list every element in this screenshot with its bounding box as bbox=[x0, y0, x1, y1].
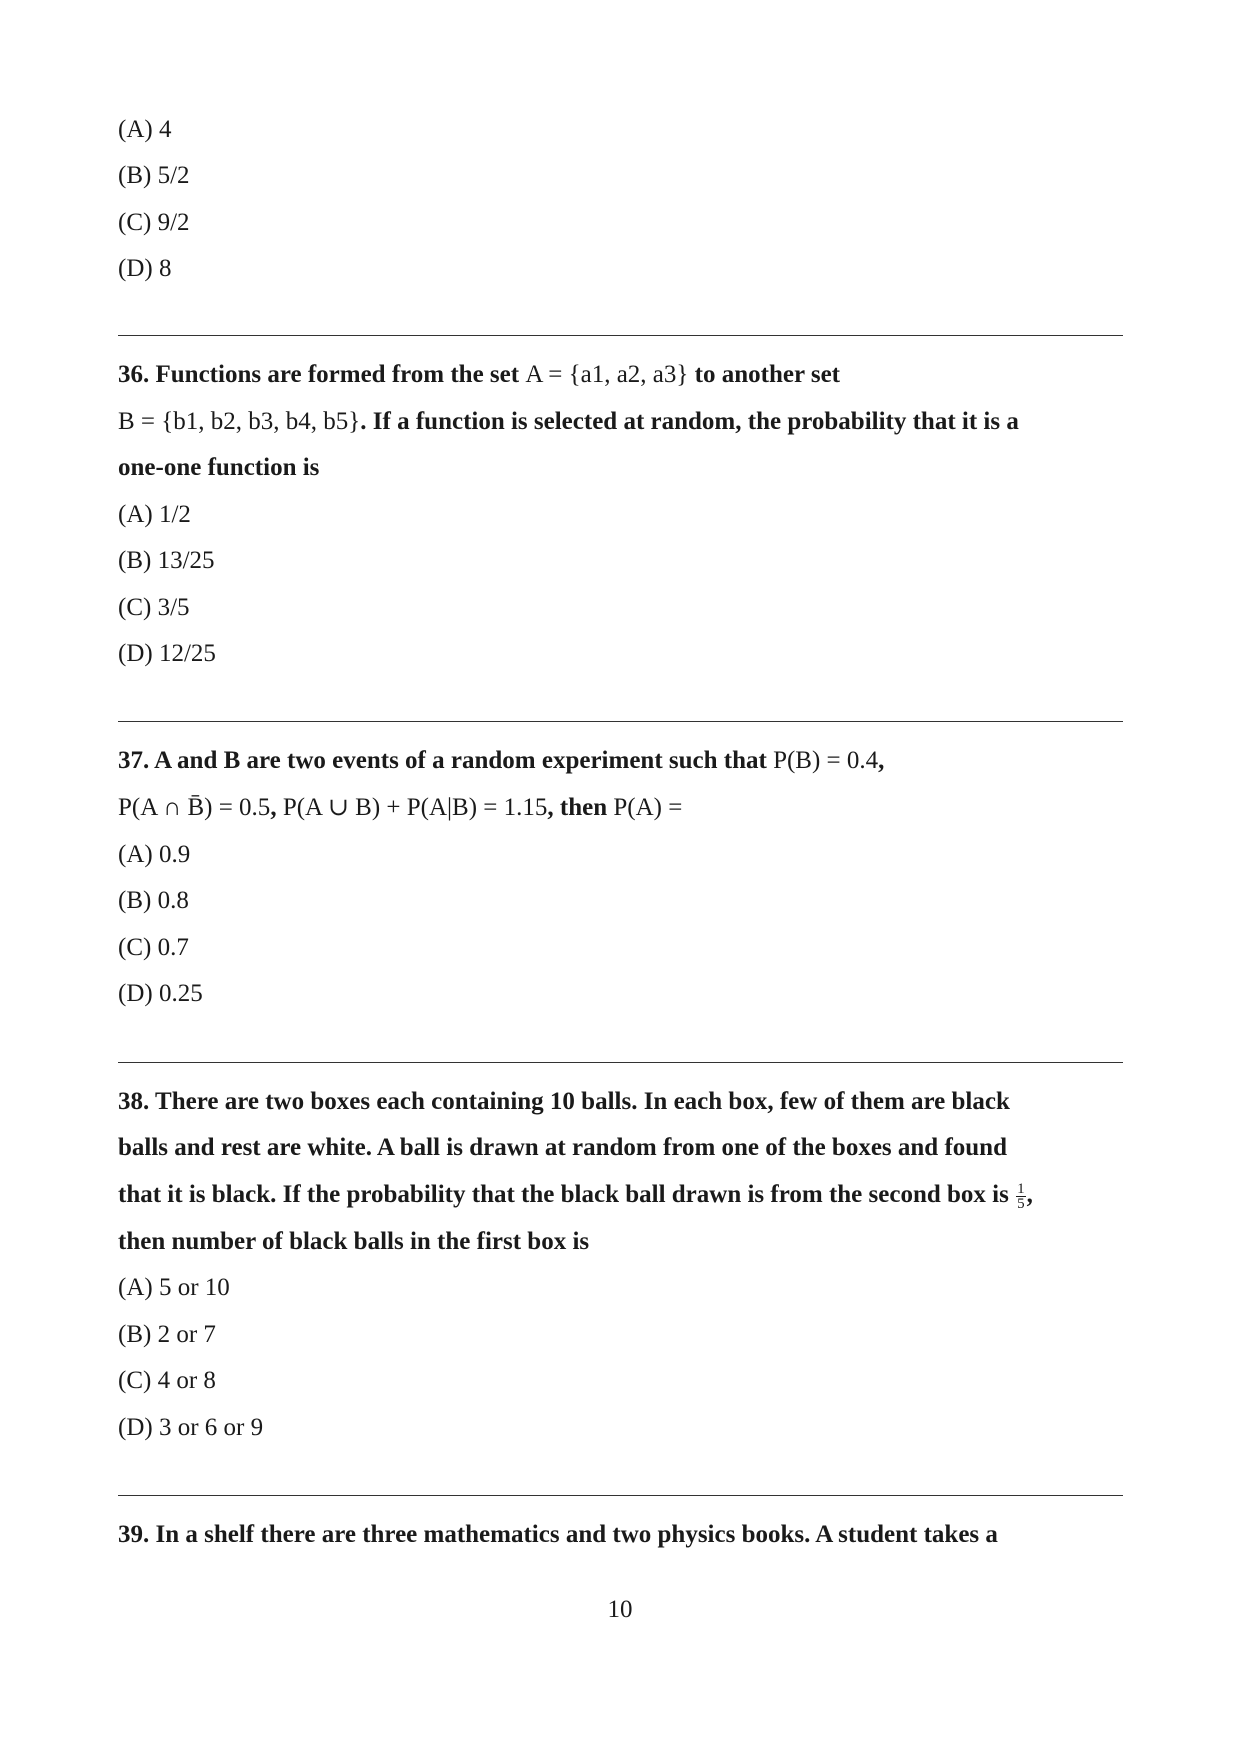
probability-expression: P(A ∪ B) + P(A|B) = 1.15 bbox=[282, 794, 548, 821]
option-d: (D) 0.25 bbox=[118, 980, 203, 1007]
option-d: (D) 3 or 6 or 9 bbox=[118, 1414, 264, 1441]
divider-rule bbox=[118, 335, 1123, 336]
probability-expression: P(A) = bbox=[613, 794, 683, 821]
question-36-text-line-1: 36. Functions are formed from the set A = {a1, a2, a3} to another set bbox=[118, 361, 841, 388]
divider-rule bbox=[118, 1062, 1123, 1063]
question-38-text-line-3: that it is black. If the probability that the black ball drawn is from the second box is $\frac{1}{5}$ , bbox=[118, 1180, 1033, 1212]
set-b-expression: B = {b1, b2, b3, b4, b5} bbox=[118, 408, 361, 435]
option-c: (C) 9/2 bbox=[118, 209, 190, 236]
probability-expression: P(A ∩ B̄) = 0.5 bbox=[118, 794, 271, 821]
probability-expression: P(B) = 0.4 bbox=[773, 747, 879, 774]
question-37-text-line-2: P(A ∩ B̄) = 0.5, P(A ∪ B) + P(A|B) = 1.15, then P(A) = bbox=[118, 794, 683, 821]
divider-rule bbox=[118, 1495, 1123, 1496]
question-38-text-line-4: then number of black balls in the first box is bbox=[118, 1228, 590, 1255]
question-36-text-line-3: one-one function is bbox=[118, 454, 320, 481]
option-c: (C) 3/5 bbox=[118, 594, 190, 621]
divider-rule bbox=[118, 721, 1123, 722]
option-a: (A) 5 or 10 bbox=[118, 1274, 230, 1301]
option-a: (A) 1/2 bbox=[118, 501, 191, 528]
page-number: 10 bbox=[607, 1596, 633, 1623]
option-b: (B) 0.8 bbox=[118, 887, 189, 914]
question-39-text-line-1: 39. In a shelf there are three mathematics and two physics books. A student takes a bbox=[118, 1521, 998, 1548]
question-38-text-line-2: balls and rest are white. A ball is drawn at random from one of the boxes and found bbox=[118, 1134, 1007, 1161]
set-a-expression: A = {a1, a2, a3} bbox=[525, 361, 689, 388]
option-d: (D) 12/25 bbox=[118, 640, 216, 667]
option-d: (D) 8 bbox=[118, 255, 172, 282]
question-36-text-line-2: B = {b1, b2, b3, b4, b5}. If a function is selected at random, the probability that it is a bbox=[118, 408, 1019, 435]
option-c: (C) 4 or 8 bbox=[118, 1367, 216, 1394]
question-37-text-line-1: 37. A and B are two events of a random experiment such that P(B) = 0.4, bbox=[118, 747, 885, 774]
option-b: (B) 5/2 bbox=[118, 162, 190, 189]
option-b: (B) 13/25 bbox=[118, 547, 215, 574]
question-38-text-line-1: 38. There are two boxes each containing 10 balls. In each box, few of them are black bbox=[118, 1088, 1010, 1115]
option-a: (A) 4 bbox=[118, 116, 172, 143]
fraction: $\frac{1}{5}$ bbox=[1017, 1180, 1025, 1212]
option-c: (C) 0.7 bbox=[118, 934, 189, 961]
option-b: (B) 2 or 7 bbox=[118, 1321, 216, 1348]
option-a: (A) 0.9 bbox=[118, 841, 191, 868]
